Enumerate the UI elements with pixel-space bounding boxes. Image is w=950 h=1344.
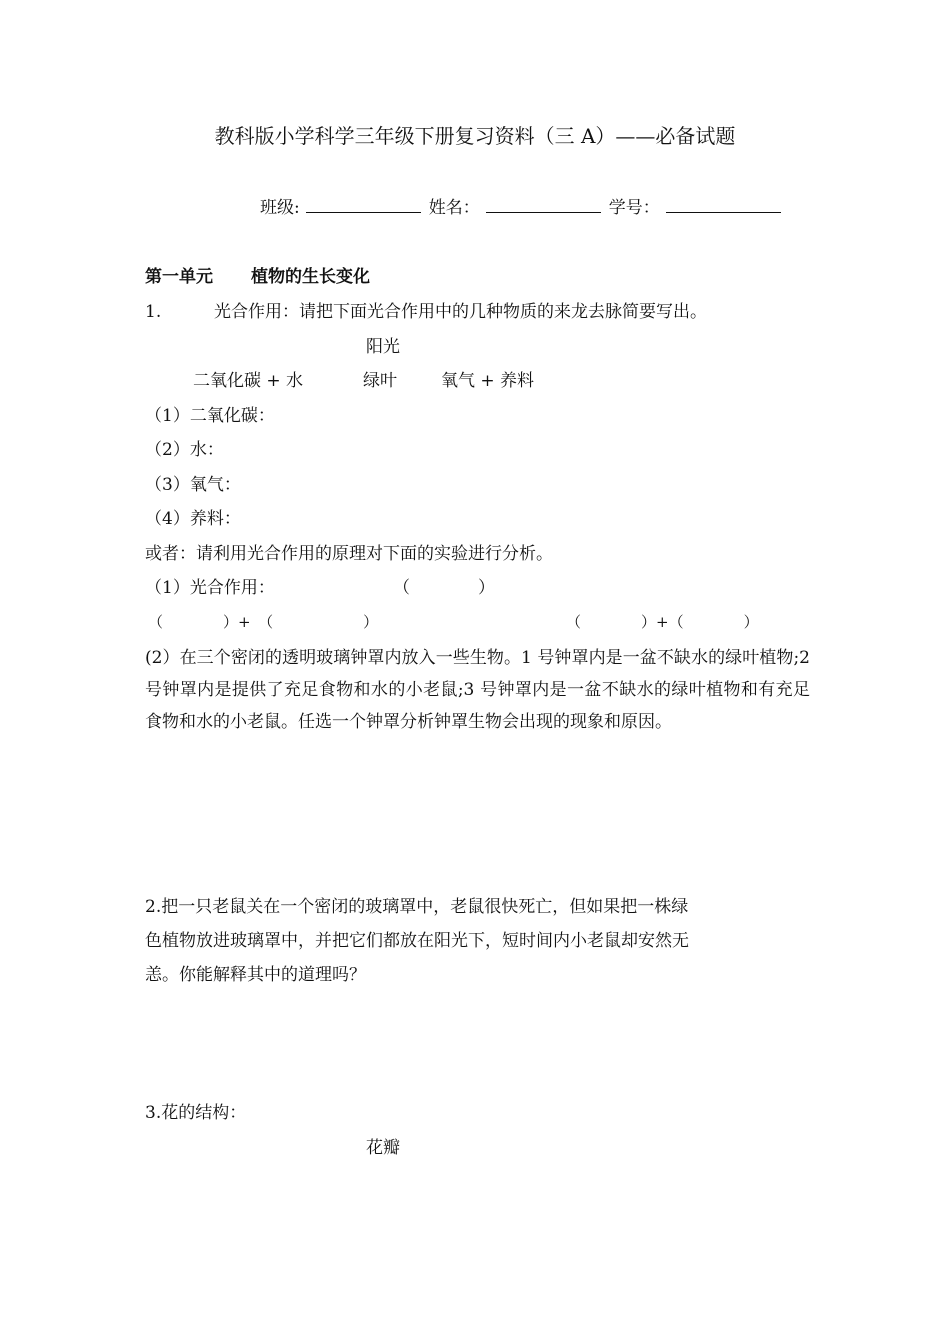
student-info-line [260, 198, 789, 218]
sub1-label: （1）光合作用： [145, 578, 275, 598]
number-blank[interactable] [666, 198, 781, 213]
name-blank[interactable] [486, 198, 601, 213]
unit-heading [145, 267, 370, 287]
paren-left: （ ）+ （ ） [148, 613, 379, 631]
question-2-line-1: 2.把一只老鼠关在一个密闭的玻璃罩中，老鼠很快死亡，但如果把一株绿 [145, 897, 689, 917]
item-water: （2）水： [145, 440, 224, 460]
item-oxygen: （3）氧气： [145, 475, 241, 495]
number-label: 学号： [608, 198, 660, 218]
question-1-number: 1. [145, 302, 162, 322]
unit-label: 第一单元 [145, 267, 213, 287]
equation-reactants: 二氧化碳 + 水 [193, 371, 304, 391]
page-title: 教科版小学科学三年级下册复习资料（三 A）——必备试题 [214, 124, 736, 148]
paren-top: （ ） [393, 578, 495, 598]
flower-label-petal: 花瓣 [366, 1138, 400, 1158]
class-blank[interactable] [306, 198, 421, 213]
equation-products: 氧气 + 养料 [441, 371, 535, 391]
question-1-prompt: 光合作用：请把下面光合作用中的几种物质的来龙去脉简要写出。 [214, 302, 707, 322]
sub2-paragraph: (2）在三个密闭的透明玻璃钟罩内放入一些生物。1 号钟罩内是一盆不缺水的绿叶植物;2 号钟罩内是提供了充足食物和水的小老鼠;3 号钟罩内是一盆不缺水的绿叶植物和有充足食物和水的小老鼠。任选一个钟罩分析钟罩生物会出现的现象和原因。 [145, 648, 810, 732]
question-2-line-3: 恙。你能解释其中的道理吗？ [145, 965, 366, 985]
name-label: 姓名： [428, 198, 480, 218]
class-label: 班级: [260, 198, 300, 218]
item-nutrients: （4）养料： [145, 509, 241, 529]
equation-sunlight: 阳光 [366, 337, 400, 357]
alternative-prompt: 或者：请利用光合作用的原理对下面的实验进行分析。 [145, 544, 553, 564]
paren-right: （ ）+（ ） [566, 613, 759, 631]
item-carbon-dioxide: （1）二氧化碳： [145, 406, 275, 426]
question-3-prompt: 3.花的结构： [145, 1103, 247, 1123]
question-2-line-2: 色植物放进玻璃罩中，并把它们都放在阳光下，短时间内小老鼠却安然无 [145, 931, 689, 951]
unit-name: 植物的生长变化 [251, 267, 370, 287]
equation-leaf: 绿叶 [363, 371, 397, 391]
